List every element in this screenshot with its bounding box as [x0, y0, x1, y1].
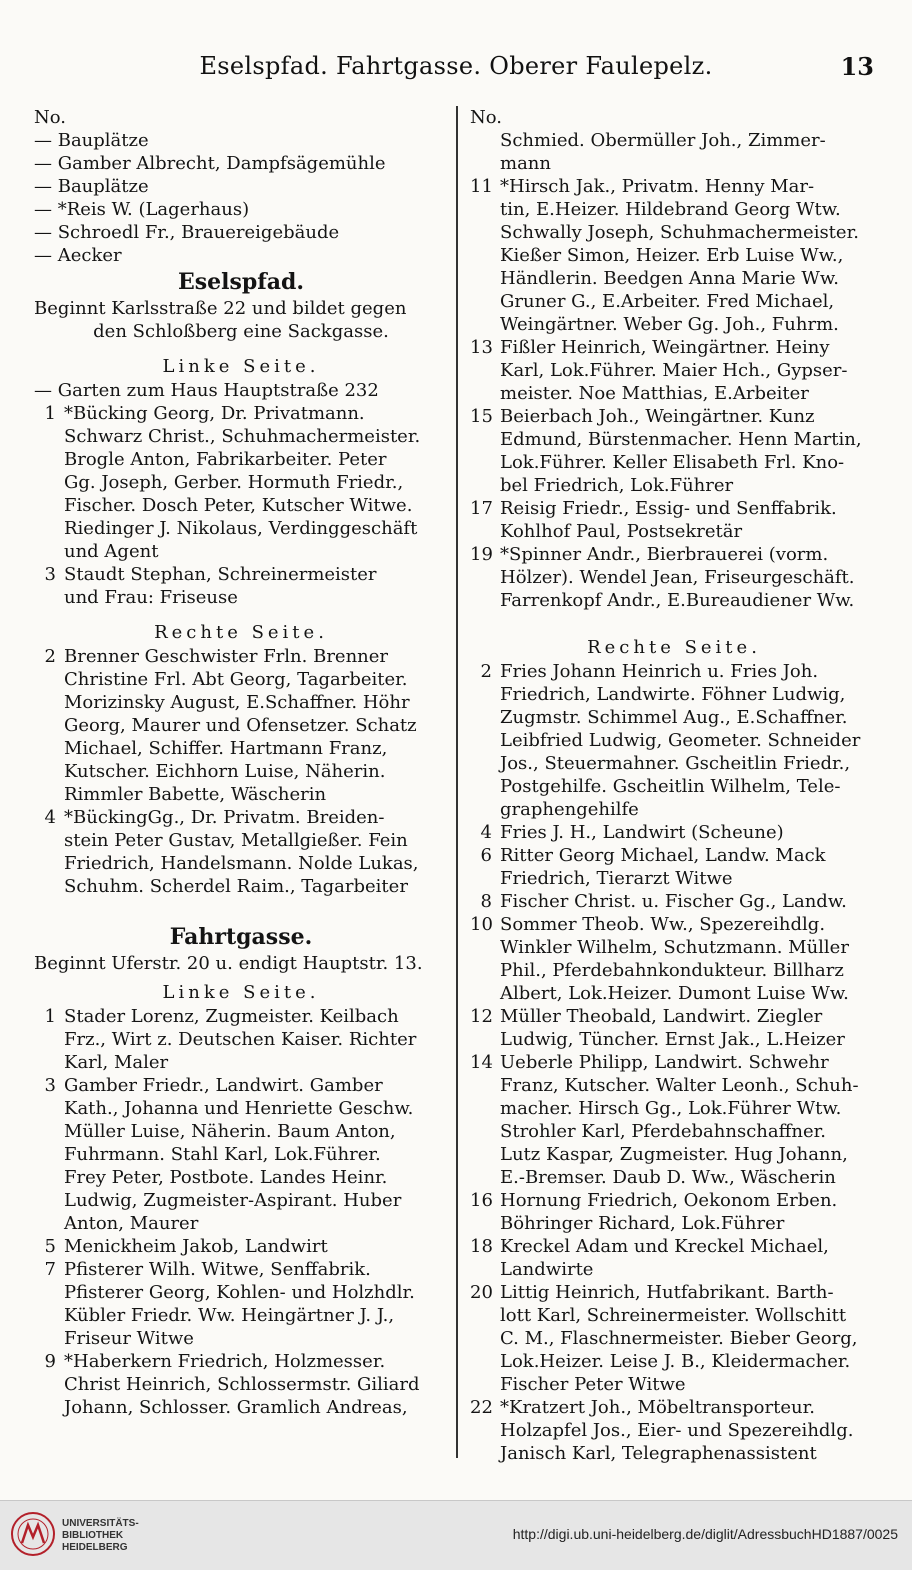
address-entry [470, 1189, 878, 1212]
entry-continuation: Zugmstr. Schimmel Aug., E.Schaffner. [500, 707, 848, 728]
entry-continuation: Postgehilfe. Gscheitlin Wilhelm, Tele- [500, 776, 841, 797]
spacer [34, 609, 448, 621]
house-number: 20 [470, 1282, 493, 1303]
entry-continuation: Rimmler Babette, Wäscherin [64, 784, 327, 805]
entry-continuation: Karl, Lok.Führer. Maier Hch., Gypser- [500, 360, 848, 381]
resident-text: *Bücking Georg, Dr. Privatmann. [64, 403, 365, 424]
resident-text: *Hirsch Jak., Privatm. Henny Mar- [500, 176, 815, 197]
text-line: No. [34, 107, 66, 128]
text-line: — Gamber Albrecht, Dampfsägemühle [34, 153, 386, 174]
entry-continuation: Jos., Steuermahner. Gscheitlin Friedr., [500, 753, 851, 774]
entry-continuation: Hölzer). Wendel Jean, Friseurgeschäft. [500, 567, 855, 588]
entry-continuation: lott Karl, Schreinermeister. Wollschitt [500, 1305, 847, 1326]
address-entry [34, 1005, 448, 1028]
entry-continuation: Fuhrmann. Stahl Karl, Lok.Führer. [64, 1144, 381, 1165]
library-name: UNIVERSITÄTS- BIBLIOTHEK HEIDELBERG [62, 1518, 139, 1553]
resident-text: Beierbach Joh., Weingärtner. Kunz [500, 406, 815, 427]
resident-text: Ritter Georg Michael, Landw. Mack [500, 845, 826, 866]
address-entry [470, 543, 878, 566]
street-description: den Schloßberg eine Sackgasse. [93, 321, 389, 342]
entry-continuation: Phil., Pferdebahnkondukteur. Billharz [500, 960, 844, 981]
entry-continuation: Georg, Maurer und Ofensetzer. Schatz [64, 715, 417, 736]
address-entry [470, 1235, 878, 1258]
resident-text: Hornung Friedrich, Oekonom Erben. [500, 1190, 838, 1211]
entry-continuation: Gruner G., E.Arbeiter. Fred Michael, [500, 291, 835, 312]
entry-continuation: Schwally Joseph, Schuhmachermeister. [500, 222, 859, 243]
entry-continuation: Schuhm. Scherdel Raim., Tagarbeiter [64, 876, 408, 897]
entry-continuation: Pfisterer Georg, Kohlen- und Holzhdlr. [64, 1282, 415, 1303]
entry-continuation: Landwirte [500, 1259, 594, 1280]
spacer [470, 612, 878, 624]
house-number: 2 [44, 646, 56, 667]
address-entry [470, 175, 878, 198]
resident-text: *Spinner Andr., Bierbrauerei (vorm. [500, 544, 829, 565]
entry-continuation: Winkler Wilhelm, Schutzmann. Müller [500, 937, 849, 958]
entry-continuation: Kath., Johanna und Henriette Geschw. [64, 1098, 414, 1119]
page-header [0, 52, 912, 82]
entry-continuation: Franz, Kutscher. Walter Leonh., Schuh- [500, 1075, 859, 1096]
resident-text: Kreckel Adam und Kreckel Michael, [500, 1236, 829, 1257]
entry-continuation: Lutz Kaspar, Zugmeister. Hug Johann, [500, 1144, 848, 1165]
entry-continuation: Fischer. Dosch Peter, Kutscher Witwe. [64, 495, 413, 516]
entry-continuation: Strohler Karl, Pferdebahnschaffner. [500, 1121, 826, 1142]
entry-continuation: stein Peter Gustav, Metallgießer. Fein [64, 830, 408, 851]
page-title: Eselspfad. Fahrtgasse. Oberer Faulepelz. [199, 52, 713, 80]
side-heading: Rechte Seite. [587, 637, 761, 658]
footer-bar [0, 1500, 912, 1570]
entry-continuation: Ludwig, Zugmeister-Aspirant. Huber [64, 1190, 402, 1211]
house-number: 9 [44, 1351, 56, 1372]
address-entry [34, 806, 448, 829]
address-entry [470, 913, 878, 936]
spacer [34, 910, 448, 922]
entry-continuation: Morizinsky August, E.Schaffner. Höhr [64, 692, 410, 713]
entry-continuation: Janisch Karl, Telegraphenassistent [500, 1443, 817, 1464]
entry-continuation: Kübler Friedr. Ww. Heingärtner J. J., [64, 1305, 395, 1326]
spacer [34, 343, 448, 355]
entry-continuation: C. M., Flaschnermeister. Bieber Georg, [500, 1328, 858, 1349]
resident-text: Ueberle Philipp, Landwirt. Schwehr [500, 1052, 829, 1073]
resident-text: Pfisterer Wilh. Witwe, Senffabrik. [64, 1259, 371, 1280]
entry-continuation: bel Friedrich, Lok.Führer [500, 475, 734, 496]
entry-continuation: und Agent [64, 541, 159, 562]
entry-continuation: Müller Luise, Näherin. Baum Anton, [64, 1121, 396, 1142]
entry-continuation: Lok.Führer. Keller Elisabeth Frl. Kno- [500, 452, 845, 473]
entry-continuation: Farrenkopf Andr., E.Bureaudiener Ww. [500, 590, 855, 611]
entry-continuation: Gg. Joseph, Gerber. Hormuth Friedr., [64, 472, 404, 493]
house-number: 3 [44, 564, 56, 585]
house-number: 1 [44, 1006, 56, 1027]
entry-continuation: Frey Peter, Postbote. Landes Heinr. [64, 1167, 388, 1188]
house-number: 14 [470, 1052, 493, 1073]
entry-continuation: Kohlhof Paul, Postsekretär [500, 521, 743, 542]
house-number: 13 [470, 337, 493, 358]
text-line: — Bauplätze [34, 176, 149, 197]
resident-text: Fries J. H., Landwirt (Scheune) [500, 822, 784, 843]
house-number: 4 [480, 822, 492, 843]
street-heading: Eselspfad. [177, 269, 305, 295]
text-line: — Bauplätze [34, 130, 149, 151]
address-entry [470, 844, 878, 867]
side-heading: Linke Seite. [162, 356, 320, 377]
entry-continuation: Kutscher. Eichhorn Luise, Näherin. [64, 761, 386, 782]
resident-text: Stader Lorenz, Zugmeister. Keilbach [64, 1006, 399, 1027]
address-entry [470, 660, 878, 683]
resident-text: Staudt Stephan, Schreinermeister [64, 564, 377, 585]
resident-text: *BückingGg., Dr. Privatm. Breiden- [64, 807, 385, 828]
resident-text: Littig Heinrich, Hutfabrikant. Barth- [500, 1282, 834, 1303]
house-number: 15 [470, 406, 493, 427]
address-entry [34, 645, 448, 668]
entry-continuation: Friseur Witwe [64, 1328, 194, 1349]
text-line: — *Reis W. (Lagerhaus) [34, 199, 250, 220]
house-number: 10 [470, 914, 493, 935]
resident-text: Müller Theobald, Landwirt. Ziegler [500, 1006, 823, 1027]
house-number: 17 [470, 498, 493, 519]
house-number: 12 [470, 1006, 493, 1027]
house-number: 11 [470, 176, 493, 197]
resident-text: Reisig Friedr., Essig- und Senffabrik. [500, 498, 837, 519]
entry-continuation: Riedinger J. Nikolaus, Verdinggeschäft [64, 518, 418, 539]
entry-continuation: meister. Noe Matthias, E.Arbeiter [500, 383, 809, 404]
entry-continuation: Johann, Schlosser. Gramlich Andreas, [64, 1397, 408, 1418]
entry-continuation: Friedrich, Tierarzt Witwe [500, 868, 733, 889]
entry-continuation: Anton, Maurer [64, 1213, 199, 1234]
resident-text: Menickheim Jakob, Landwirt [64, 1236, 328, 1257]
entry-continuation: Friedrich, Handelsmann. Nolde Lukas, [64, 853, 419, 874]
left-column [34, 106, 448, 1419]
resident-text: Fischer Christ. u. Fischer Gg., Landw. [500, 891, 847, 912]
entry-continuation: Karl, Maler [64, 1052, 169, 1073]
address-entry [34, 1350, 448, 1373]
house-number: 8 [480, 891, 492, 912]
resident-text: Fißler Heinrich, Weingärtner. Heiny [500, 337, 830, 358]
house-number: 3 [44, 1075, 56, 1096]
entry-continuation: Christine Frl. Abt Georg, Tagarbeiter. [64, 669, 408, 690]
text-line: Beginnt Karlsstraße 22 und bildet gegen [34, 298, 407, 319]
resident-text: Fries Johann Heinrich u. Fries Joh. [500, 661, 819, 682]
entry-continuation: Kießer Simon, Heizer. Erb Luise Ww., [500, 245, 844, 266]
entry-continuation: Weingärtner. Weber Gg. Joh., Fuhrm. [500, 314, 839, 335]
page-number: 13 [840, 52, 874, 81]
resident-text: Sommer Theob. Ww., Spezereihdlg. [500, 914, 826, 935]
address-entry [470, 821, 878, 844]
text-line: Beginnt Uferstr. 20 u. endigt Hauptstr. 13. [34, 953, 423, 974]
text-line: — Garten zum Haus Hauptstraße 232 [34, 380, 379, 401]
entry-continuation: Leibfried Ludwig, Geometer. Schneider [500, 730, 861, 751]
house-number: 7 [44, 1259, 56, 1280]
house-number: 18 [470, 1236, 493, 1257]
resident-text: *Kratzert Joh., Möbeltransporteur. [500, 1397, 815, 1418]
house-number: 6 [480, 845, 492, 866]
address-entry [470, 336, 878, 359]
entry-continuation: Brogle Anton, Fabrikarbeiter. Peter [64, 449, 387, 470]
entry-continuation: Frz., Wirt z. Deutschen Kaiser. Richter [64, 1029, 417, 1050]
address-entry [34, 1258, 448, 1281]
address-entry [34, 402, 448, 425]
entry-continuation: tin, E.Heizer. Hildebrand Georg Wtw. [500, 199, 841, 220]
entry-continuation: Michael, Schiffer. Hartmann Franz, [64, 738, 388, 759]
source-url-link[interactable]: http://digi.ub.uni-heidelberg.de/diglit/AdressbuchHD1887/0025 [512, 1526, 898, 1542]
text-line: — Schroedl Fr., Brauereigebäude [34, 222, 340, 243]
resident-text: Brenner Geschwister Frln. Brenner [64, 646, 389, 667]
entry-continuation: Schwarz Christ., Schuhmachermeister. [64, 426, 421, 447]
spacer [34, 898, 448, 910]
column-divider [456, 106, 458, 1458]
entry-continuation: E.-Bremser. Daub D. Ww., Wäscherin [500, 1167, 836, 1188]
entry-continuation: Lok.Heizer. Leise J. B., Kleidermacher. [500, 1351, 851, 1372]
entry-continuation: und Frau: Friseuse [64, 587, 238, 608]
resident-text: *Haberkern Friedrich, Holzmesser. [64, 1351, 386, 1372]
address-entry [470, 1051, 878, 1074]
university-seal-icon [10, 1511, 56, 1557]
house-number: 22 [470, 1397, 493, 1418]
house-number: 19 [470, 544, 493, 565]
entry-continuation: Böhringer Richard, Lok.Führer [500, 1213, 785, 1234]
right-column [470, 106, 878, 1465]
entry-continuation: Schmied. Obermüller Joh., Zimmer- [500, 130, 826, 151]
house-number: 1 [44, 403, 56, 424]
house-number: 4 [44, 807, 56, 828]
entry-continuation: Fischer Peter Witwe [500, 1374, 686, 1395]
text-line: No. [470, 107, 502, 128]
text-line: — Aecker [34, 245, 122, 266]
side-heading: Linke Seite. [162, 982, 320, 1003]
entry-continuation: graphengehilfe [500, 799, 639, 820]
address-entry [470, 1005, 878, 1028]
address-entry [470, 497, 878, 520]
house-number: 5 [44, 1236, 56, 1257]
address-entry [470, 890, 878, 913]
address-entry [34, 563, 448, 586]
entry-continuation: Edmund, Bürstenmacher. Henn Martin, [500, 429, 862, 450]
entry-continuation: Holzapfel Jos., Eier- und Spezereihdlg. [500, 1420, 854, 1441]
entry-continuation: Albert, Lok.Heizer. Dumont Luise Ww. [500, 983, 849, 1004]
entry-continuation: Ludwig, Tüncher. Ernst Jak., L.Heizer [500, 1029, 845, 1050]
entry-continuation: Händlerin. Beedgen Anna Marie Ww. [500, 268, 839, 289]
address-entry [470, 1281, 878, 1304]
spacer [470, 624, 878, 636]
side-heading: Rechte Seite. [154, 622, 328, 643]
address-entry [470, 1396, 878, 1419]
entry-continuation: mann [500, 153, 551, 174]
address-entry [34, 1074, 448, 1097]
street-heading: Fahrtgasse. [169, 924, 313, 950]
house-number: 2 [480, 661, 492, 682]
address-entry [34, 1235, 448, 1258]
address-entry [470, 405, 878, 428]
entry-continuation: Christ Heinrich, Schlossermstr. Giliard [64, 1374, 420, 1395]
house-number: 16 [470, 1190, 493, 1211]
entry-continuation: macher. Hirsch Gg., Lok.Führer Wtw. [500, 1098, 842, 1119]
resident-text: Gamber Friedr., Landwirt. Gamber [64, 1075, 383, 1096]
entry-continuation: Friedrich, Landwirte. Föhner Ludwig, [500, 684, 846, 705]
